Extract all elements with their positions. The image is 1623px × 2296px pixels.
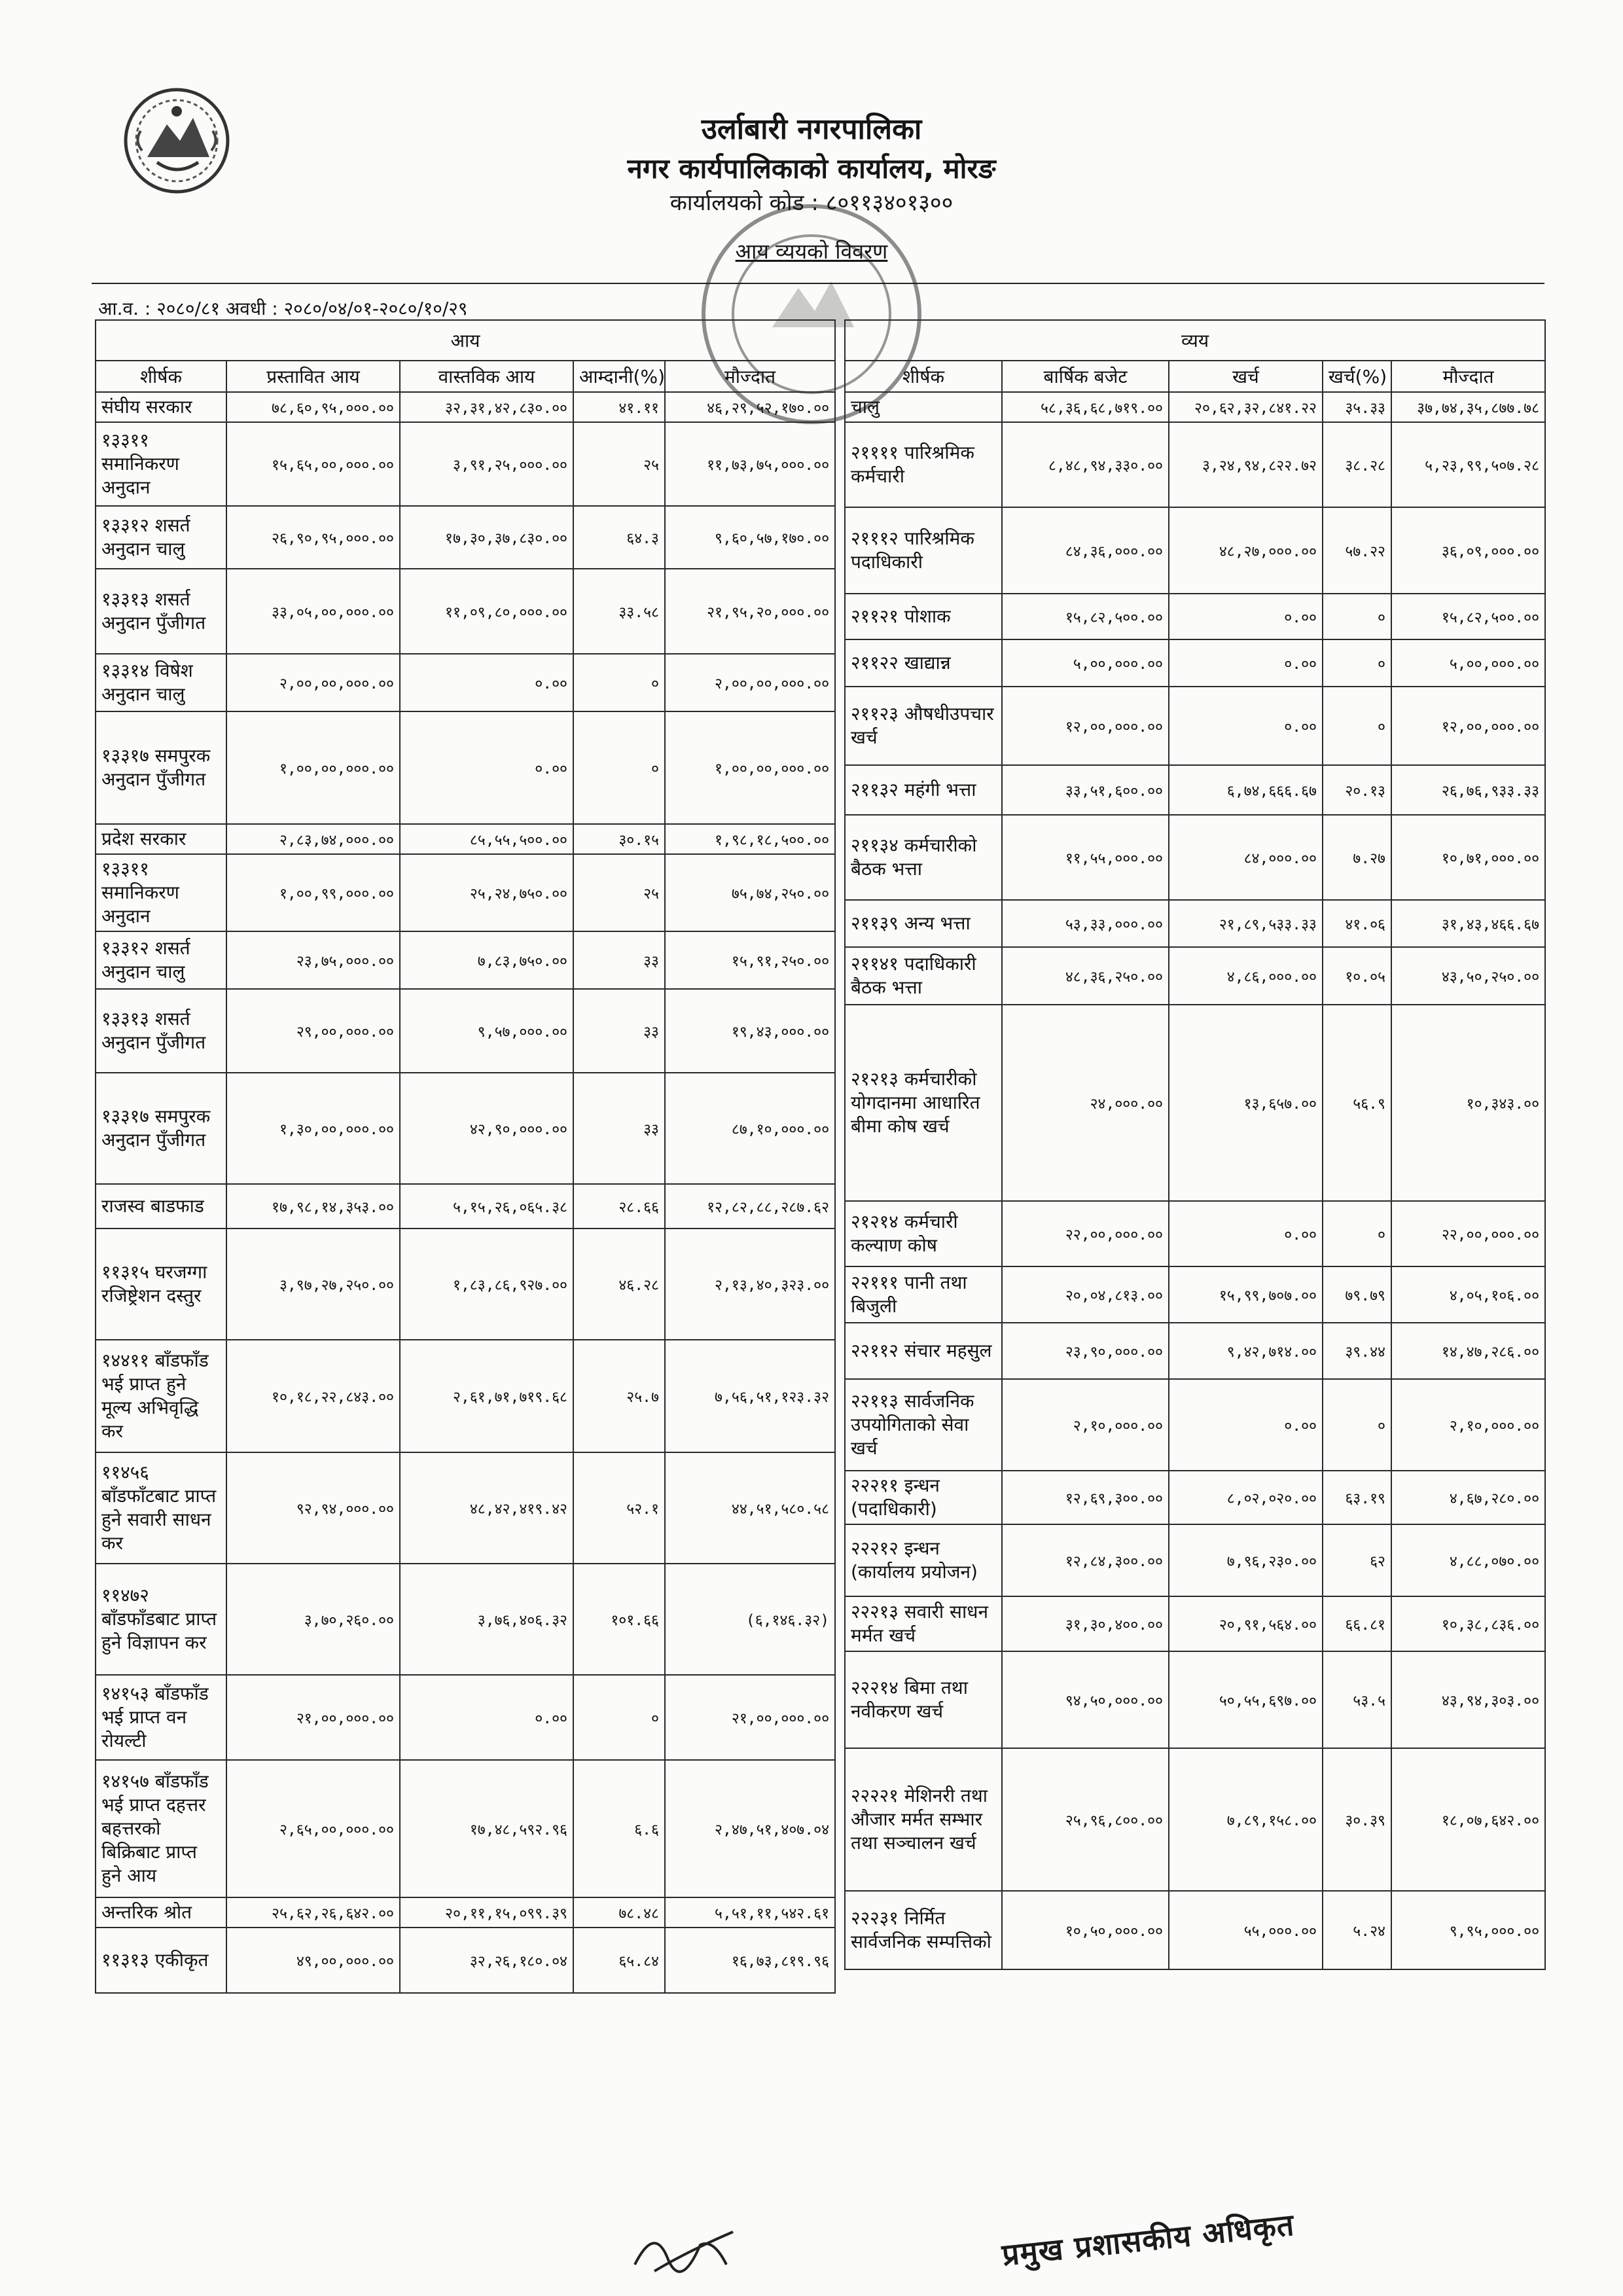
income-cell-balance: २,००,००,०००.०० [665,654,835,711]
expense-cell-title: २११३२ महंगी भत्ता [845,765,1002,815]
income-row [96,392,835,422]
expense-cell-title: २११२३ औषधीउपचार खर्च [845,687,1002,765]
income-cell-actual: २०,११,१५,०९९.३९ [400,1897,573,1928]
income-cell-actual: २५,२४,७५०.०० [400,854,573,931]
income-row [96,422,835,506]
expense-cell-title: २२२१४ बिमा तथा नवीकरण खर्च [845,1651,1002,1748]
expense-cell-balance: ४,०५,१०६.०० [1391,1266,1545,1323]
expense-cell-budget: २२,००,०००.०० [1002,1201,1169,1266]
expense-cell-balance: २६,७६,९३३.३३ [1391,765,1545,815]
expense-cell-balance: १०,३४३.०० [1391,1005,1545,1201]
income-cell-title: १३३१२ शसर्त अनुदान चालु [96,506,226,569]
expense-cell-title: २११२१ पोशाक [845,594,1002,639]
income-cell-balance: ८७,१०,०००.०० [665,1073,835,1184]
expense-cell-spent: ३,२४,९४,८२२.७२ [1169,422,1323,507]
expense-cell-budget: २४,०००.०० [1002,1005,1169,1201]
expense-cell-percent: ३०.३९ [1323,1748,1391,1891]
income-cell-percent: ४६.२८ [573,1229,665,1340]
income-row [96,1452,835,1564]
income-cell-balance: १५,९१,२५०.०० [665,931,835,989]
expense-cell-spent: ०.०० [1169,639,1323,687]
expense-row [845,507,1545,594]
header-divider [92,283,1544,284]
income-cell-balance: १२,८२,८८,२८७.६२ [665,1184,835,1229]
income-col-percent: आम्दानी(%) [573,361,665,392]
expense-row [845,1891,1545,1969]
expense-row [845,947,1545,1005]
income-cell-balance: १६,७३,८१९.९६ [665,1928,835,1993]
expense-cell-percent: ५.२४ [1323,1891,1391,1969]
expense-cell-balance: ३६,०९,०००.०० [1391,507,1545,594]
expense-cell-balance: ९,९५,०००.०० [1391,1891,1545,1969]
expense-cell-budget: २३,९०,०००.०० [1002,1323,1169,1379]
expense-cell-title: २११३४ कर्मचारीको बैठक भत्ता [845,815,1002,900]
income-cell-percent: १०१.६६ [573,1564,665,1675]
expense-cell-budget: ९४,५०,०००.०० [1002,1651,1169,1748]
expense-cell-budget: ५,००,०००.०० [1002,639,1169,687]
income-cell-actual: १७,४८,५९२.९६ [400,1760,573,1897]
expense-cell-title: २११४१ पदाधिकारी बैठक भत्ता [845,947,1002,1005]
expense-cell-balance: ४३,९४,३०३.०० [1391,1651,1545,1748]
expense-cell-title: २२११२ संचार महसुल [845,1323,1002,1379]
income-row [96,931,835,989]
expense-cell-balance: ५,२३,९९,५०७.२८ [1391,422,1545,507]
income-cell-proposed: २,८३,७४,०००.०० [226,824,400,854]
expense-cell-balance: १२,००,०००.०० [1391,687,1545,765]
income-row [96,1760,835,1897]
expense-cell-percent: ० [1323,1379,1391,1471]
income-cell-proposed: ३,९७,२७,२५०.०० [226,1229,400,1340]
income-row [96,989,835,1073]
expense-col-budget: बार्षिक बजेट [1002,361,1169,392]
income-cell-percent: ५२.१ [573,1452,665,1564]
expense-cell-balance: १८,०७,६४२.०० [1391,1748,1545,1891]
income-cell-proposed: १,३०,००,०००.०० [226,1073,400,1184]
expense-cell-percent: ६३.१९ [1323,1471,1391,1524]
expense-cell-budget: ११,५५,०००.०० [1002,815,1169,900]
income-cell-percent: ३०.१५ [573,824,665,854]
income-cell-actual: ८५,५५,५००.०० [400,824,573,854]
expense-cell-percent: ० [1323,594,1391,639]
income-row [96,854,835,931]
income-row [96,1184,835,1229]
income-cell-actual: ३२,३१,४२,८३०.०० [400,392,573,422]
income-group-header: आय [96,320,835,361]
income-cell-title: १४४११ बाँडफाँड भई प्राप्त हुने मूल्य अभिवृद्धि कर [96,1340,226,1452]
income-row [96,1073,835,1184]
income-cell-proposed: ९२,९४,०००.०० [226,1452,400,1564]
income-cell-actual: ३,९१,२५,०००.०० [400,422,573,506]
income-cell-balance: १,००,००,०००.०० [665,711,835,824]
fiscal-period: आ.व. : २०८०/८१ अवधी : २०८०/०४/०१-२०८०/१०/२९ [98,298,468,319]
income-row [96,1340,835,1452]
expense-cell-balance: १०,७१,०००.०० [1391,815,1545,900]
income-cell-percent: २८.६६ [573,1184,665,1229]
income-cell-actual: ९,५७,०००.०० [400,989,573,1073]
expense-cell-percent: ० [1323,639,1391,687]
expense-cell-title: २११२२ खाद्यान्न [845,639,1002,687]
expense-cell-percent: ६६.८१ [1323,1596,1391,1651]
expense-cell-spent: ८४,०००.०० [1169,815,1323,900]
income-cell-title: १४१५३ बाँडफाँड भई प्राप्त वन रोयल्टी [96,1675,226,1760]
expense-cell-balance: ४३,५०,२५०.०० [1391,947,1545,1005]
expense-cell-budget: १२,८४,३००.०० [1002,1524,1169,1596]
income-cell-title: ११३१३ एकीकृत [96,1928,226,1993]
expense-cell-budget: ८,४८,९४,३३०.०० [1002,422,1169,507]
expense-cell-budget: २५,९६,८००.०० [1002,1748,1169,1891]
income-cell-percent: ६.६ [573,1760,665,1897]
income-cell-actual: २,६१,७१,७१९.६८ [400,1340,573,1452]
income-cell-title: १३३११ समानिकरण अनुदान [96,854,226,931]
expense-cell-spent: १३,६५७.०० [1169,1005,1323,1201]
statement-title: आय व्ययको विवरण [735,239,888,264]
expense-row [845,422,1545,507]
expense-cell-spent: ८,०२,०२०.०० [1169,1471,1323,1524]
income-cell-proposed: ३,७०,२६०.०० [226,1564,400,1675]
income-cell-percent: ४१.११ [573,392,665,422]
income-cell-proposed: २५,६२,२६,६४२.०० [226,1897,400,1928]
income-cell-percent: ० [573,654,665,711]
income-cell-proposed: १,००,००,०००.०० [226,711,400,824]
expense-col-balance: मौज्दात [1391,361,1545,392]
income-col-actual: वास्तविक आय [400,361,573,392]
expense-cell-spent: ४८,२७,०००.०० [1169,507,1323,594]
expense-cell-title: २२१११ पानी तथा बिजुली [845,1266,1002,1323]
expense-cell-balance: ३७,७४,३५,८७७.७८ [1391,392,1545,422]
income-cell-balance: १९,४३,०००.०० [665,989,835,1073]
income-cell-title: १३३११ समानिकरण अनुदान [96,422,226,506]
expense-cell-title: २२२३१ निर्मित सार्वजनिक सम्पत्तिको [845,1891,1002,1969]
expense-cell-title: २१२१३ कर्मचारीको योगदानमा आधारित बीमा कोष खर्च [845,1005,1002,1201]
expense-cell-spent: ०.०० [1169,594,1323,639]
expense-cell-title: २१११२ पारिश्रमिक पदाधिकारी [845,507,1002,594]
income-cell-actual: ३२,२६,१८०.०४ [400,1928,573,1993]
office-name: उर्लाबारी नगरपालिका [701,113,922,146]
income-cell-title: १३३१७ समपुरक अनुदान पुँजीगत [96,711,226,824]
expense-cell-budget: २,१०,०००.०० [1002,1379,1169,1471]
expense-row [845,765,1545,815]
income-col-proposed: प्रस्तावित आय [226,361,400,392]
income-cell-actual: ०.०० [400,654,573,711]
expense-cell-budget: ३१,३०,४००.०० [1002,1596,1169,1651]
expense-cell-budget: ४८,३६,२५०.०० [1002,947,1169,1005]
expense-cell-percent: ४१.०६ [1323,900,1391,947]
income-cell-title: राजस्व बाडफाड [96,1184,226,1229]
income-cell-proposed: ३३,०५,००,०००.०० [226,569,400,654]
expense-cell-percent: ३९.४४ [1323,1323,1391,1379]
expense-cell-spent: ०.०० [1169,1379,1323,1471]
expense-cell-spent: २०,९१,५६४.०० [1169,1596,1323,1651]
income-cell-percent: ७८.४८ [573,1897,665,1928]
expense-row [845,1266,1545,1323]
expense-cell-budget: १२,६९,३००.०० [1002,1471,1169,1524]
income-cell-proposed: १,००,९९,०००.०० [226,854,400,931]
expense-row [845,1471,1545,1524]
income-cell-title: १३३१३ शसर्त अनुदान पुँजीगत [96,569,226,654]
income-cell-balance: २,४७,५१,४०७.०४ [665,1760,835,1897]
expense-cell-title: २२२२१ मेशिनरी तथा औजार मर्मत सम्भार तथा सञ्चालन खर्च [845,1748,1002,1891]
income-row [96,506,835,569]
expense-cell-budget: ८४,३६,०००.०० [1002,507,1169,594]
office-code: कार्यालयको कोड : ८०११३४०१३०० [669,190,954,216]
income-row [96,1675,835,1760]
expense-cell-balance: १४,४७,२८६.०० [1391,1323,1545,1379]
income-cell-actual: ०.०० [400,711,573,824]
expense-row [845,1323,1545,1379]
expense-cell-percent: ० [1323,687,1391,765]
income-cell-proposed: २१,००,०००.०० [226,1675,400,1760]
income-cell-percent: ३३ [573,989,665,1073]
expense-cell-spent: २०,६२,३२,८४१.२२ [1169,392,1323,422]
expense-row [845,1379,1545,1471]
expense-cell-title: २२११३ सार्वजनिक उपयोगिताको सेवा खर्च [845,1379,1002,1471]
income-cell-percent: ६४.३ [573,506,665,569]
expense-cell-spent: ५०,५५,६९७.०० [1169,1651,1323,1748]
expense-cell-balance: २,१०,०००.०० [1391,1379,1545,1471]
expense-row [845,392,1545,422]
expense-row [845,1651,1545,1748]
expense-row [845,594,1545,639]
income-row [96,1897,835,1928]
income-cell-proposed: २,६५,००,०००.०० [226,1760,400,1897]
expense-cell-budget: ३३,५१,६००.०० [1002,765,1169,815]
income-cell-proposed: ४९,००,०००.०० [226,1928,400,1993]
income-cell-title: ११३१५ घरजग्गा रजिष्ट्रेशन दस्तुर [96,1229,226,1340]
expense-cell-title: चालु [845,392,1002,422]
expense-group-header: व्यय [845,320,1545,361]
income-table [95,319,836,1994]
income-cell-percent: २५ [573,422,665,506]
officer-stamp: प्रमुख प्रशासकीय अधिकृत [1000,2206,1296,2273]
income-cell-actual: ७,८३,७५०.०० [400,931,573,989]
expense-cell-spent: ७,८९,१५८.०० [1169,1748,1323,1891]
income-col-balance: मौज्दात [665,361,835,392]
income-cell-title: प्रदेश सरकार [96,824,226,854]
expense-cell-balance: २२,००,०००.०० [1391,1201,1545,1266]
expense-cell-spent: ५५,०००.०० [1169,1891,1323,1969]
expense-cell-spent: ६,७४,६६६.६७ [1169,765,1323,815]
expense-cell-title: २२२११ इन्धन (पदाधिकारी) [845,1471,1002,1524]
income-cell-title: १३३१२ शसर्त अनुदान चालु [96,931,226,989]
income-cell-percent: ३३.५८ [573,569,665,654]
income-col-title: शीर्षक [96,361,226,392]
income-cell-proposed: २३,७५,०००.०० [226,931,400,989]
expense-cell-budget: २०,०४,८१३.०० [1002,1266,1169,1323]
expense-cell-spent: ९,४२,७१४.०० [1169,1323,1323,1379]
expense-cell-percent: ७.२७ [1323,815,1391,900]
office-subtitle: नगर कार्यपालिकाको कार्यालय, मोरङ [627,152,996,185]
income-cell-actual: १७,३०,३७,८३०.०० [400,506,573,569]
income-cell-title: अन्तरिक श्रोत [96,1897,226,1928]
income-cell-actual: ५,१५,२६,०६५.३८ [400,1184,573,1229]
income-cell-balance: ९,६०,५७,१७०.०० [665,506,835,569]
income-cell-balance: ७५,७४,२५०.०० [665,854,835,931]
income-cell-balance: ४६,२९,५२,१७०.०० [665,392,835,422]
expense-cell-percent: ५३.५ [1323,1651,1391,1748]
income-cell-percent: ० [573,711,665,824]
income-row [96,1564,835,1675]
income-cell-actual: ३,७६,४०६.३२ [400,1564,573,1675]
expense-cell-budget: ५३,३३,०००.०० [1002,900,1169,947]
income-row [96,1928,835,1993]
income-cell-percent: ३३ [573,931,665,989]
expense-cell-title: २१२१४ कर्मचारी कल्याण कोष [845,1201,1002,1266]
expense-row [845,639,1545,687]
income-cell-balance: २१,००,०००.०० [665,1675,835,1760]
expense-cell-title: २२२१३ सवारी साधन मर्मत खर्च [845,1596,1002,1651]
handwritten-signature [628,2219,740,2284]
expense-cell-budget: १५,८२,५००.०० [1002,594,1169,639]
income-cell-balance: ११,७३,७५,०००.०० [665,422,835,506]
income-cell-title: ११४५६ बाँडफाँटबाट प्राप्त हुने सवारी साधन कर [96,1452,226,1564]
expense-cell-spent: ७,९६,२३०.०० [1169,1524,1323,1596]
expense-cell-title: २११११ पारिश्रमिक कर्मचारी [845,422,1002,507]
expense-col-spent: खर्च [1169,361,1323,392]
expense-cell-spent: ०.०० [1169,687,1323,765]
expense-row [845,687,1545,765]
expense-table [844,319,1546,1970]
expense-col-title: शीर्षक [845,361,1002,392]
expense-cell-title: २२२१२ इन्धन (कार्यालय प्रयोजन) [845,1524,1002,1596]
income-row [96,654,835,711]
expense-cell-percent: ५६.९ [1323,1005,1391,1201]
income-cell-proposed: २६,९०,९५,०००.०० [226,506,400,569]
expense-row [845,1201,1545,1266]
expense-cell-title: २११३९ अन्य भत्ता [845,900,1002,947]
income-cell-title: १३३१४ विषेश अनुदान चालु [96,654,226,711]
income-cell-balance: ५,५१,११,५४२.६१ [665,1897,835,1928]
income-cell-proposed: २,००,००,०००.०० [226,654,400,711]
expense-cell-balance: १०,३८,८३६.०० [1391,1596,1545,1651]
expense-cell-percent: २०.१३ [1323,765,1391,815]
income-cell-proposed: ७८,६०,९५,०००.०० [226,392,400,422]
income-cell-actual: १,८३,८६,९२७.०० [400,1229,573,1340]
income-cell-balance: २,१३,४०,३२३.०० [665,1229,835,1340]
expense-cell-percent: ६२ [1323,1524,1391,1596]
expense-cell-balance: १५,८२,५००.०० [1391,594,1545,639]
expense-row [845,1596,1545,1651]
expense-cell-balance: ४,८८,०७०.०० [1391,1524,1545,1596]
income-cell-title: १३३१३ शसर्त अनुदान पुँजीगत [96,989,226,1073]
expense-cell-budget: १२,००,०००.०० [1002,687,1169,765]
expense-cell-spent: २१,८९,५३३.३३ [1169,900,1323,947]
income-cell-actual: ०.०० [400,1675,573,1760]
income-cell-title: ११४७२ बाँडफाँडबाट प्राप्त हुने विज्ञापन कर [96,1564,226,1675]
expense-cell-spent: १५,९९,७०७.०० [1169,1266,1323,1323]
income-cell-actual: ४२,९०,०००.०० [400,1073,573,1184]
expense-cell-percent: ३५.३३ [1323,392,1391,422]
expense-cell-percent: ५७.२२ [1323,507,1391,594]
income-cell-percent: ३३ [573,1073,665,1184]
expense-cell-percent: १०.०५ [1323,947,1391,1005]
income-cell-balance: ४४,५१,५८०.५८ [665,1452,835,1564]
income-cell-title: १४१५७ बाँडफाँड भई प्राप्त दहत्तर बहत्तरको बिक्रिबाट प्राप्त हुने आय [96,1760,226,1897]
expense-row [845,815,1545,900]
income-cell-actual: ११,०९,८०,०००.०० [400,569,573,654]
income-row [96,569,835,654]
income-cell-proposed: १५,६५,००,०००.०० [226,422,400,506]
expense-cell-percent: ३८.२८ [1323,422,1391,507]
expense-col-percent: खर्च(%) [1323,361,1391,392]
income-cell-title: संघीय सरकार [96,392,226,422]
expense-cell-spent: ०.०० [1169,1201,1323,1266]
expense-cell-budget: ५८,३६,६८,७१९.०० [1002,392,1169,422]
expense-row [845,900,1545,947]
expense-row [845,1524,1545,1596]
income-cell-balance: ७,५६,५१,१२३.३२ [665,1340,835,1452]
income-table-body [96,392,835,1993]
income-cell-proposed: १७,९८,१४,३५३.०० [226,1184,400,1229]
expense-cell-spent: ४,८६,०००.०० [1169,947,1323,1005]
expense-cell-balance: ५,००,०००.०० [1391,639,1545,687]
income-cell-actual: ४८,४२,४१९.४२ [400,1452,573,1564]
income-row [96,711,835,824]
income-cell-balance: (६,१४६.३२) [665,1564,835,1675]
expense-row [845,1005,1545,1201]
expense-row [845,1748,1545,1891]
income-cell-percent: ६५.८४ [573,1928,665,1993]
expense-table-body [845,392,1545,1969]
income-cell-percent: ० [573,1675,665,1760]
expense-cell-balance: ४,६७,२८०.०० [1391,1471,1545,1524]
expense-cell-percent: ० [1323,1201,1391,1266]
income-cell-proposed: १०,१८,२२,८४३.०० [226,1340,400,1452]
expense-cell-balance: ३१,४३,४६६.६७ [1391,900,1545,947]
income-cell-balance: २१,९५,२०,०००.०० [665,569,835,654]
income-cell-percent: २५ [573,854,665,931]
expense-cell-percent: ७९.७९ [1323,1266,1391,1323]
income-cell-percent: २५.७ [573,1340,665,1452]
income-row [96,1229,835,1340]
income-cell-title: १३३१७ समपुरक अनुदान पुँजीगत [96,1073,226,1184]
expense-cell-budget: १०,५०,०००.०० [1002,1891,1169,1969]
income-cell-balance: १,९८,१८,५००.०० [665,824,835,854]
income-cell-proposed: २९,००,०००.०० [226,989,400,1073]
income-row [96,824,835,854]
